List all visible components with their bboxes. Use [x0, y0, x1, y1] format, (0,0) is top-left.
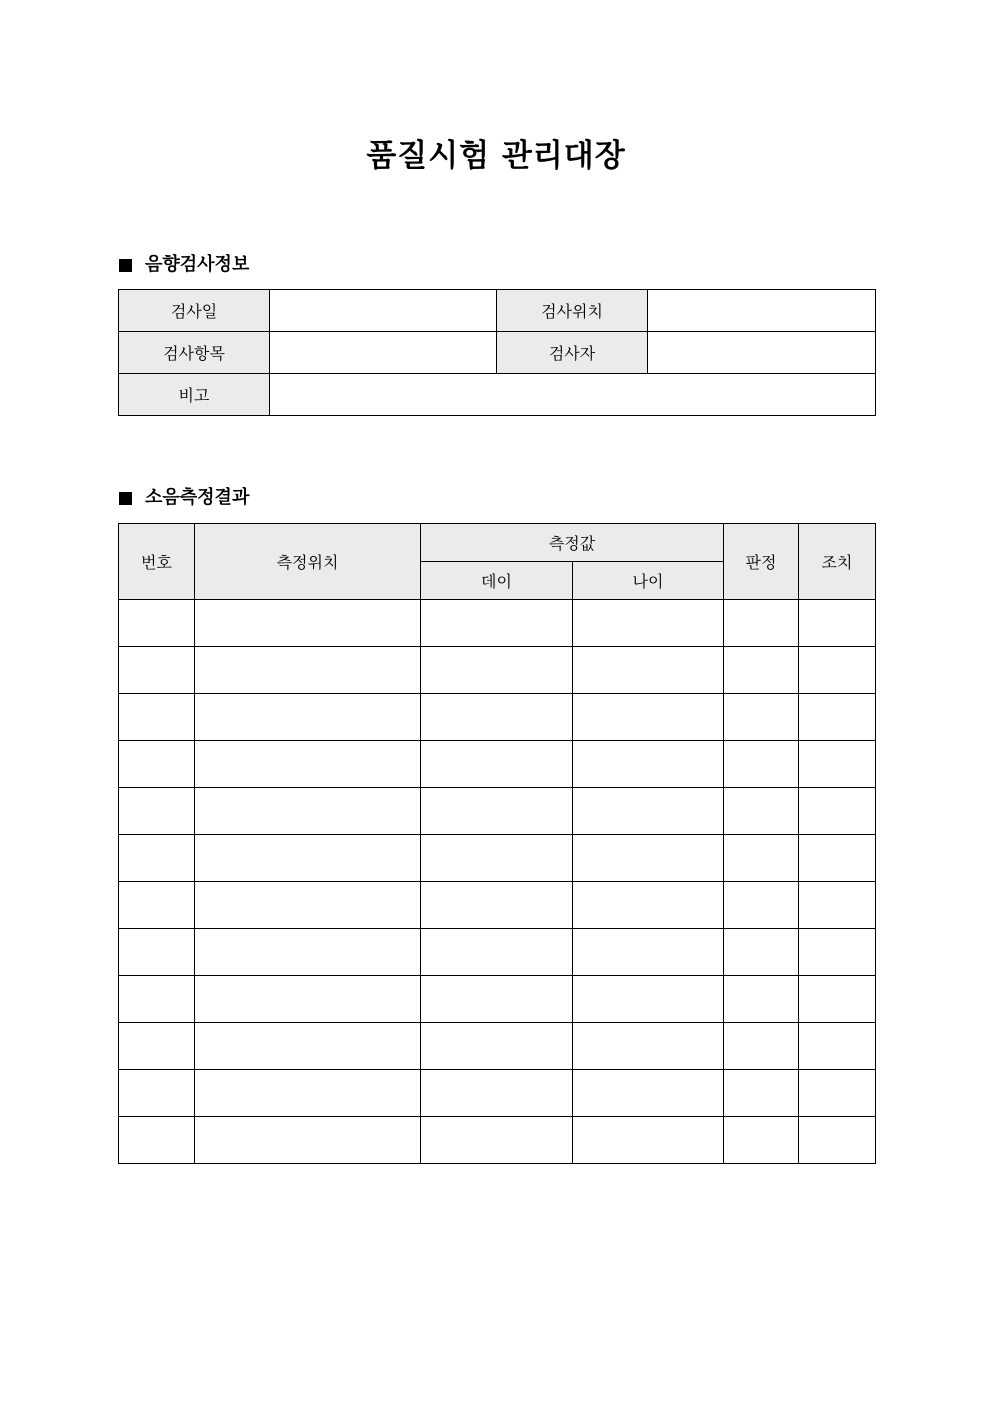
- cell-number[interactable]: [119, 976, 195, 1023]
- cell-night[interactable]: [573, 835, 724, 882]
- cell-number[interactable]: [119, 1070, 195, 1117]
- square-bullet-icon: [119, 259, 132, 272]
- cell-day[interactable]: [421, 1070, 573, 1117]
- cell-night[interactable]: [573, 976, 724, 1023]
- inspector-field[interactable]: [648, 332, 876, 374]
- cell-location[interactable]: [195, 788, 421, 835]
- cell-location[interactable]: [195, 1070, 421, 1117]
- cell-judgement[interactable]: [724, 600, 799, 647]
- cell-day[interactable]: [421, 1117, 573, 1164]
- cell-action[interactable]: [799, 1117, 876, 1164]
- inspection-date-label: 검사일: [119, 290, 270, 332]
- cell-number[interactable]: [119, 882, 195, 929]
- cell-night[interactable]: [573, 929, 724, 976]
- table-row: [119, 788, 876, 835]
- cell-action[interactable]: [799, 694, 876, 741]
- cell-number[interactable]: [119, 1023, 195, 1070]
- header-number: 번호: [119, 524, 195, 600]
- cell-night[interactable]: [573, 600, 724, 647]
- cell-day[interactable]: [421, 1023, 573, 1070]
- cell-location[interactable]: [195, 929, 421, 976]
- cell-number[interactable]: [119, 788, 195, 835]
- cell-judgement[interactable]: [724, 976, 799, 1023]
- cell-day[interactable]: [421, 647, 573, 694]
- section-heading-label: 소음측정결과: [145, 487, 250, 508]
- cell-judgement[interactable]: [724, 1117, 799, 1164]
- header-location: 측정위치: [195, 524, 421, 600]
- cell-night[interactable]: [573, 882, 724, 929]
- cell-action[interactable]: [799, 600, 876, 647]
- cell-day[interactable]: [421, 882, 573, 929]
- cell-night[interactable]: [573, 694, 724, 741]
- cell-day[interactable]: [421, 694, 573, 741]
- header-measured-value: 측정값: [421, 524, 724, 562]
- cell-judgement[interactable]: [724, 929, 799, 976]
- cell-judgement[interactable]: [724, 647, 799, 694]
- cell-night[interactable]: [573, 1023, 724, 1070]
- cell-judgement[interactable]: [724, 835, 799, 882]
- cell-number[interactable]: [119, 741, 195, 788]
- cell-day[interactable]: [421, 741, 573, 788]
- cell-location[interactable]: [195, 647, 421, 694]
- table-row: [119, 332, 876, 374]
- cell-number[interactable]: [119, 835, 195, 882]
- cell-location[interactable]: [195, 1117, 421, 1164]
- table-row: [119, 882, 876, 929]
- square-bullet-icon: [119, 492, 132, 505]
- cell-judgement[interactable]: [724, 882, 799, 929]
- cell-night[interactable]: [573, 1117, 724, 1164]
- table-row: [119, 1117, 876, 1164]
- inspection-item-label: 검사항목: [119, 332, 270, 374]
- cell-day[interactable]: [421, 929, 573, 976]
- remarks-label: 비고: [119, 374, 270, 416]
- table-row: [119, 694, 876, 741]
- header-night: 나이: [573, 562, 724, 600]
- header-action: 조치: [799, 524, 876, 600]
- section-heading-inspection-info: [119, 253, 249, 277]
- section-heading-noise-results: [119, 486, 249, 510]
- cell-number[interactable]: [119, 647, 195, 694]
- cell-day[interactable]: [421, 976, 573, 1023]
- cell-judgement[interactable]: [724, 741, 799, 788]
- table-row: [119, 647, 876, 694]
- cell-action[interactable]: [799, 976, 876, 1023]
- table-row: [119, 929, 876, 976]
- cell-judgement[interactable]: [724, 694, 799, 741]
- cell-night[interactable]: [573, 647, 724, 694]
- cell-number[interactable]: [119, 1117, 195, 1164]
- table-row: [119, 1070, 876, 1117]
- cell-location[interactable]: [195, 1023, 421, 1070]
- cell-judgement[interactable]: [724, 1023, 799, 1070]
- cell-action[interactable]: [799, 835, 876, 882]
- inspection-location-field[interactable]: [648, 290, 876, 332]
- section-heading-label: 음향검사정보: [145, 254, 250, 275]
- cell-location[interactable]: [195, 976, 421, 1023]
- remarks-field[interactable]: [270, 374, 876, 416]
- cell-location[interactable]: [195, 882, 421, 929]
- noise-results-table: [118, 523, 876, 1164]
- inspection-location-label: 검사위치: [497, 290, 648, 332]
- cell-day[interactable]: [421, 835, 573, 882]
- cell-number[interactable]: [119, 929, 195, 976]
- cell-action[interactable]: [799, 788, 876, 835]
- cell-judgement[interactable]: [724, 788, 799, 835]
- cell-action[interactable]: [799, 647, 876, 694]
- cell-night[interactable]: [573, 788, 724, 835]
- table-row: [119, 290, 876, 332]
- table-row: [119, 741, 876, 788]
- cell-action[interactable]: [799, 929, 876, 976]
- cell-action[interactable]: [799, 1023, 876, 1070]
- cell-location[interactable]: [195, 835, 421, 882]
- inspector-label: 검사자: [497, 332, 648, 374]
- table-header-row: [119, 524, 876, 562]
- cell-location[interactable]: [195, 694, 421, 741]
- cell-judgement[interactable]: [724, 1070, 799, 1117]
- cell-action[interactable]: [799, 741, 876, 788]
- cell-action[interactable]: [799, 882, 876, 929]
- cell-day[interactable]: [421, 788, 573, 835]
- table-row: [119, 374, 876, 416]
- cell-number[interactable]: [119, 694, 195, 741]
- cell-day[interactable]: [421, 600, 573, 647]
- table-row: [119, 1023, 876, 1070]
- inspection-date-field[interactable]: [270, 290, 497, 332]
- cell-location[interactable]: [195, 600, 421, 647]
- cell-action[interactable]: [799, 1070, 876, 1117]
- inspection-item-field[interactable]: [270, 332, 497, 374]
- table-row: [119, 600, 876, 647]
- table-row: [119, 976, 876, 1023]
- inspection-info-table: [118, 289, 876, 416]
- cell-location[interactable]: [195, 741, 421, 788]
- cell-night[interactable]: [573, 1070, 724, 1117]
- header-judgement: 판정: [724, 524, 799, 600]
- table-row: [119, 835, 876, 882]
- header-day: 데이: [421, 562, 573, 600]
- cell-number[interactable]: [119, 600, 195, 647]
- page-title: 품질시험 관리대장: [366, 138, 626, 174]
- cell-night[interactable]: [573, 741, 724, 788]
